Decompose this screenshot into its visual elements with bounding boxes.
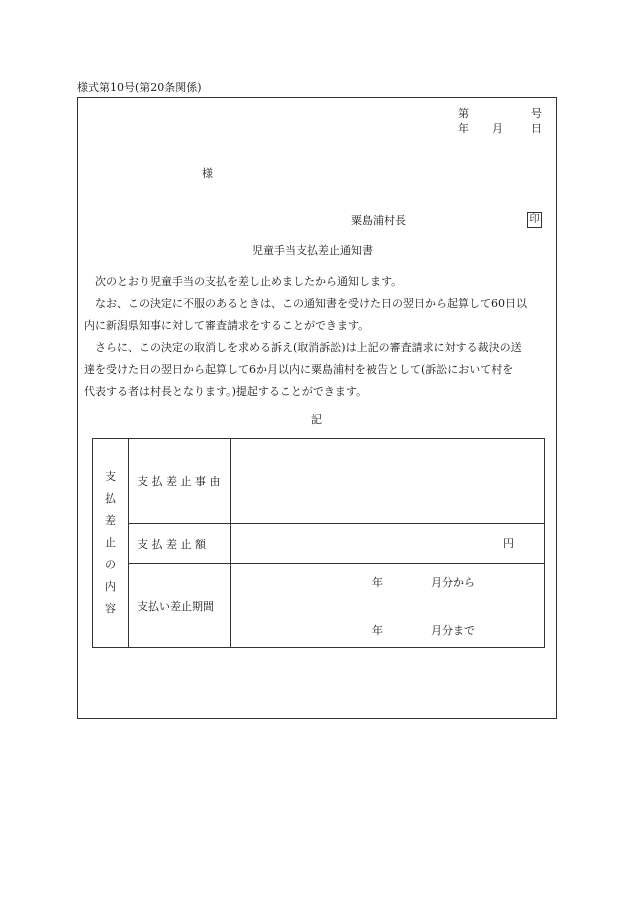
number-go: 号: [531, 107, 542, 120]
amount-label: 支 払 差 止 額: [129, 524, 231, 564]
details-table: [92, 438, 545, 648]
side-char: 止: [105, 536, 116, 549]
date-month: 月: [492, 122, 503, 135]
paragraph-3-line-2: 達を受けた日の翌日から起算して6か月以内に粟島浦村を被告として(訴訟において村を: [84, 363, 514, 376]
paragraph-2-line-2: 内に新潟県知事に対して審査請求をすることができます。: [84, 319, 370, 332]
paragraph-2-line-1: なお、この決定に不服のあるときは、この通知書を受けた日の翌日から起算して60日以: [95, 297, 527, 310]
issuer-name: 粟島浦村長: [351, 214, 406, 227]
side-label: [93, 439, 129, 648]
amount-value: [231, 524, 545, 564]
period-from-suffix: 月分から: [431, 576, 475, 589]
amount-unit: 円: [503, 537, 514, 550]
number-dai: 第: [458, 107, 469, 120]
period-to-suffix: 月分まで: [431, 624, 475, 637]
period-value: [231, 564, 545, 648]
seal-mark: 印: [527, 212, 542, 228]
period-to-year: 年: [372, 624, 383, 637]
side-char: の: [105, 558, 116, 571]
paragraph-1: 次のとおり児童手当の支払を差し止めましたから通知します。: [95, 275, 403, 288]
side-char: 支: [105, 470, 116, 483]
side-char: 容: [105, 602, 116, 615]
side-char: 内: [105, 580, 116, 593]
date-day: 日: [531, 122, 542, 135]
period-label: 支払い差止期間: [129, 564, 231, 648]
paragraph-3-line-3: 代表する者は村長となります。)提起することができます。: [84, 385, 368, 398]
document-title: 児童手当支払差止通知書: [252, 244, 373, 257]
addressee-suffix: 様: [202, 167, 213, 180]
date-year: 年: [458, 122, 469, 135]
paragraph-3-line-1: さらに、この決定の取消しを求める訴え(取消訴訟)は上記の審査請求に対する裁決の送: [95, 341, 522, 354]
period-from-year: 年: [372, 576, 383, 589]
side-char: 差: [105, 514, 116, 527]
reason-value: [231, 439, 545, 524]
form-number-label: 様式第10号(第20条関係): [77, 81, 202, 94]
reason-label: 支 払 差 止 事 由: [129, 439, 231, 524]
side-char: 払: [105, 492, 116, 505]
ki-heading: 記: [311, 413, 322, 426]
